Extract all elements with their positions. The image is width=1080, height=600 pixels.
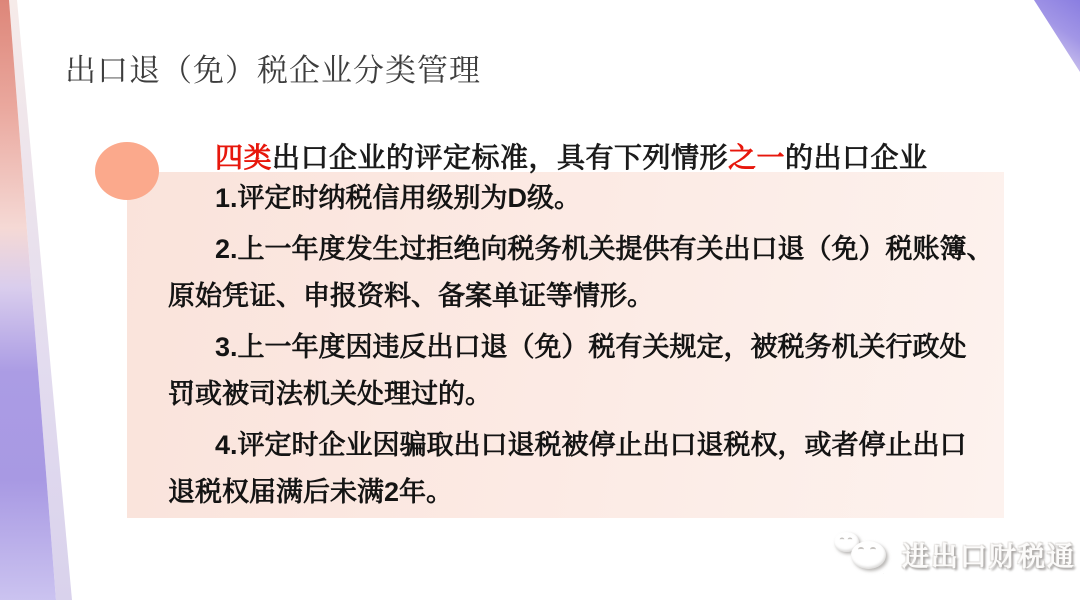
watermark-label: 进出口财税通 (902, 541, 1076, 572)
top-right-corner-triangle (1024, 0, 1080, 80)
heading-mid-text: 出口企业的评定标准，具有下列情形 (272, 142, 729, 173)
criteria-item-3 (127, 324, 1004, 418)
criteria-line: 1.评定时纳税信用级别为D级。 (215, 183, 582, 213)
criteria-line: 2.上一年度发生过拒绝向税务机关提供有关出口退（免）税账簿、 (215, 234, 994, 264)
criteria-line: 退税权届满后未满2年。 (168, 477, 454, 507)
salmon-circle (95, 142, 159, 200)
heading-highlight-1: 四类 (215, 142, 273, 173)
watermark (834, 528, 1076, 580)
bubble-eye (848, 538, 853, 542)
criteria-item-1 (127, 175, 1004, 222)
criteria-line: 4.评定时企业因骗取出口退税被停止出口退税权，或者停止出口 (215, 430, 967, 460)
criteria-line: 罚或被司法机关处理过的。 (168, 379, 492, 409)
bubble-eye (858, 547, 864, 552)
criteria-panel (127, 172, 1004, 518)
heading-end-text: 的出口企业 (785, 142, 928, 173)
bubble-eye (870, 547, 876, 552)
page-title: 出口退（免）税企业分类管理 (65, 53, 481, 88)
chat-bubbles-icon (834, 528, 892, 580)
criteria-line: 原始凭证、申报资料、备案单证等情形。 (168, 281, 654, 311)
chat-bubble-big (851, 541, 886, 569)
bubble-eye (840, 538, 845, 542)
section-heading (215, 136, 928, 176)
criteria-item-2 (127, 226, 1004, 320)
heading-highlight-2: 之一 (728, 142, 786, 173)
chat-bubble-tail (876, 566, 884, 574)
criteria-line: 3.上一年度因违反出口退（免）税有关规定，被税务机关行政处 (215, 332, 967, 362)
criteria-item-4 (127, 422, 1004, 516)
